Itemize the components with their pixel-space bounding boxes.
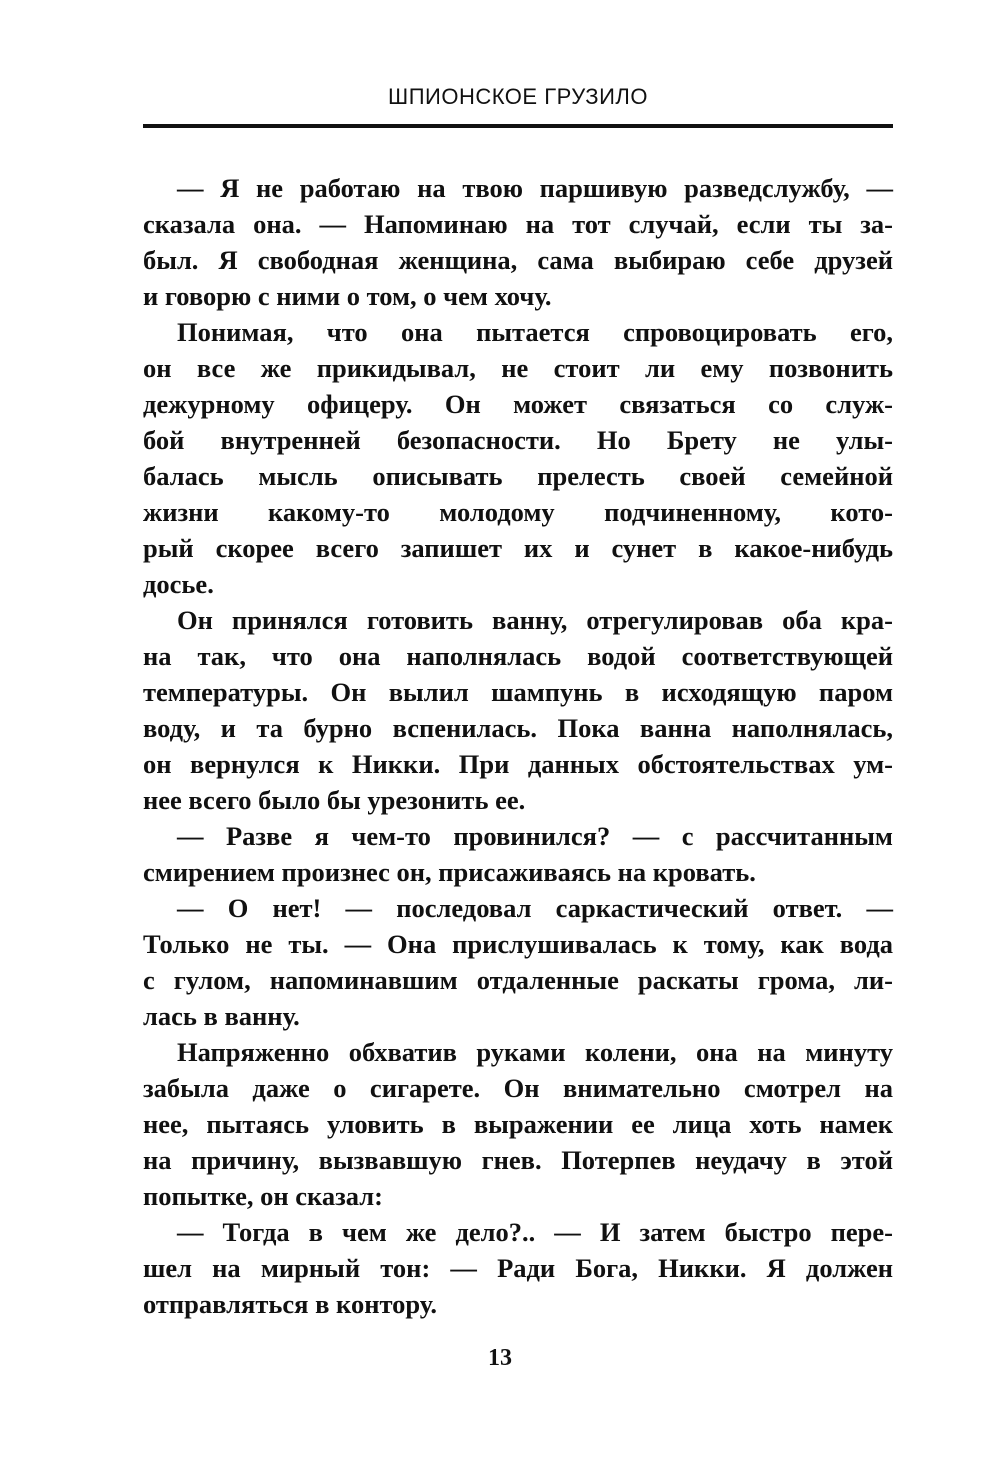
text-line: сказала она. — Напоминаю на тот случай, если ты за- [143,209,893,239]
paragraph [143,890,893,1034]
paragraph [143,314,893,602]
text-line: жизни какому-то молодому подчиненному, кото- [143,497,893,527]
text-line: Напряженно обхватив руками колени, она на минуту [177,1037,893,1067]
text-line: — Я не работаю на твою паршивую разведслужбу, — [177,173,893,203]
text-line: нее, пытаясь уловить в выражении ее лица хоть намек [143,1109,893,1139]
text-line: смирением произнес он, присаживаясь на кровать. [143,857,756,887]
text-line: Он принялся готовить ванну, отрегулировав оба кра- [177,605,893,635]
body-text [143,170,893,1322]
paragraph [143,818,893,890]
paragraph [143,1214,893,1322]
text-line: забыла даже о сигарете. Он внимательно смотрел на [143,1073,893,1103]
text-line: досье. [143,569,214,599]
text-line: попытке, он сказал: [143,1181,383,1211]
header-rule [143,124,893,128]
text-line: Понимая, что она пытается спровоцировать его, [177,317,893,347]
text-line: воду, и та бурно вспенилась. Пока ванна наполнялась, [143,713,893,743]
text-line: балась мысль описывать прелесть своей семейной [143,461,893,491]
paragraph [143,170,893,314]
text-line: Только не ты. — Она прислушивалась к тому, как вода [143,929,893,959]
text-line: он вернулся к Никки. При данных обстоятельствах ум- [143,749,893,779]
text-line: он все же прикидывал, не стоит ли ему позвонить [143,353,893,383]
text-line: был. Я свободная женщина, сама выбираю себе друзей [143,245,893,275]
text-line: на так, что она наполнялась водой соответствующей [143,641,893,671]
text-line: нее всего было бы урезонить ее. [143,785,526,815]
text-line: лась в ванну. [143,1001,300,1031]
text-line: — Разве я чем-то провинился? — с рассчитанным [177,821,893,851]
text-line: — Тогда в чем же дело?.. — И затем быстро пере- [177,1217,893,1247]
text-line: отправляться в контору. [143,1289,437,1319]
text-line: дежурному офицеру. Он может связаться со служ- [143,389,893,419]
text-line: на причину, вызвавшую гнев. Потерпев неудачу в этой [143,1145,893,1175]
text-line: и говорю с ними о том, о чем хочу. [143,281,552,311]
text-line: рый скорее всего запишет их и сунет в какое-нибудь [143,533,893,563]
paragraph [143,1034,893,1214]
text-line: бой внутренней безопасности. Но Брету не улы- [143,425,893,455]
paragraph [143,602,893,818]
text-line: шел на мирный тон: — Ради Бога, Никки. Я должен [143,1253,893,1283]
text-line: с гулом, напоминавшим отдаленные раскаты грома, ли- [143,965,893,995]
page-number: 13 [488,1345,512,1371]
text-line: — О нет! — последовал саркастический ответ. — [177,893,893,923]
running-header: ШПИОНСКОЕ ГРУЗИЛО [388,84,648,109]
text-line: температуры. Он вылил шампунь в исходящую паром [143,677,893,707]
